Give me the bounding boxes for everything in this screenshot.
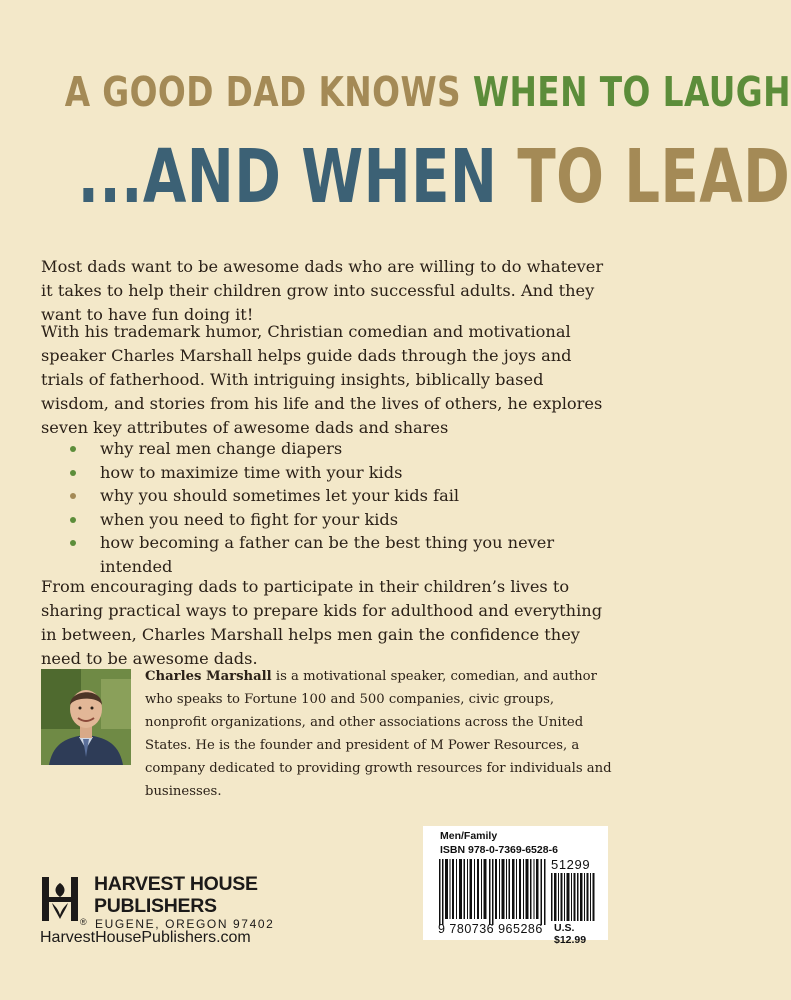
price-code: 51299 (551, 857, 591, 872)
isbn-label: ISBN 978-0-7369-6528-6 (440, 844, 558, 856)
headline-line-2 (77, 134, 791, 220)
author-name: Charles Marshall (145, 669, 272, 684)
barcode-panel (423, 826, 608, 946)
headline-part-dad-knows: A GOOD DAD KNOWS (64, 68, 473, 116)
bullet-text: why real men change diapers (100, 439, 343, 458)
intro-paragraph-text: Most dads want to be awesome dads who are willing to do whatever it takes to help their children grow into successful adults. And they want to have fun doing it! (41, 257, 604, 324)
bullet-text: why you should sometimes let your kids fail (100, 486, 460, 505)
bullet-text: how to maximize time with your kids (100, 462, 403, 482)
publisher-name-line-1: HARVEST HOUSE (94, 873, 258, 895)
author-bio (145, 665, 615, 803)
category-label: Men/Family (440, 830, 498, 842)
bullet-dot-icon (70, 446, 76, 452)
description-paragraph-text: With his trademark humor, Christian comedian and motivational speaker Charles Marshall helps guide dads through the joys and trials of fatherhood. With intriguing insights, biblically based wisdom, and stories from his life and the lives of others, he explores seven key attributes of awesome dads and shares (41, 322, 603, 437)
bullet-item (66, 437, 596, 461)
price-barcode-icon (551, 873, 595, 921)
author-portrait-icon (41, 669, 131, 765)
headline-part-and-when: ...AND WHEN (77, 134, 518, 220)
bullet-item (66, 461, 596, 485)
wheat-sheaf-icon (40, 875, 80, 923)
publisher-location: EUGENE, OREGON 97402 (95, 917, 275, 931)
bullet-text: when you need to fight for your kids (100, 509, 399, 529)
headline-part-to-lead: TO LEAD (517, 134, 791, 220)
bullet-item (66, 484, 596, 508)
isbn-number: 9 780736 965286 (438, 922, 543, 936)
bullet-dot-icon (70, 470, 76, 476)
bullet-dot-icon (70, 517, 76, 523)
closing-paragraph (41, 575, 607, 671)
closing-paragraph-text: From encouraging dads to participate in their children’s lives to sharing practical ways to prepare kids for adulthood and everything in between, Charles Marshall helps men gain the confidence they need to be awesome dads. (41, 577, 603, 668)
bullet-item (66, 508, 596, 532)
headline-line-1 (64, 68, 791, 116)
bullet-list (66, 437, 596, 576)
description-paragraph (41, 320, 607, 440)
intro-paragraph (41, 255, 607, 327)
bullet-dot-icon (70, 493, 76, 499)
registered-mark: ® (80, 917, 87, 927)
bullet-item (66, 531, 596, 576)
author-bio-text: is a motivational speaker, comedian, and author who speaks to Fortune 100 and 500 companies, civic groups, nonprofit organizations, and other associations across the United States. He is the founder and president of M Power Resources, a company dedicated to providing growth resources for individuals and businesses. (145, 669, 612, 799)
isbn-barcode-icon (438, 859, 548, 925)
bullet-dot-icon (70, 540, 76, 546)
headline-part-when-to-laugh: WHEN TO LAUGH (472, 68, 791, 116)
author-photo (41, 669, 131, 765)
publisher-website: HarvestHousePublishers.com (40, 929, 251, 946)
publisher-name-line-2: PUBLISHERS (94, 895, 217, 917)
bullet-text: how becoming a father can be the best thing you never intended (100, 533, 555, 576)
price-label: U.S. $12.99 (554, 922, 587, 946)
